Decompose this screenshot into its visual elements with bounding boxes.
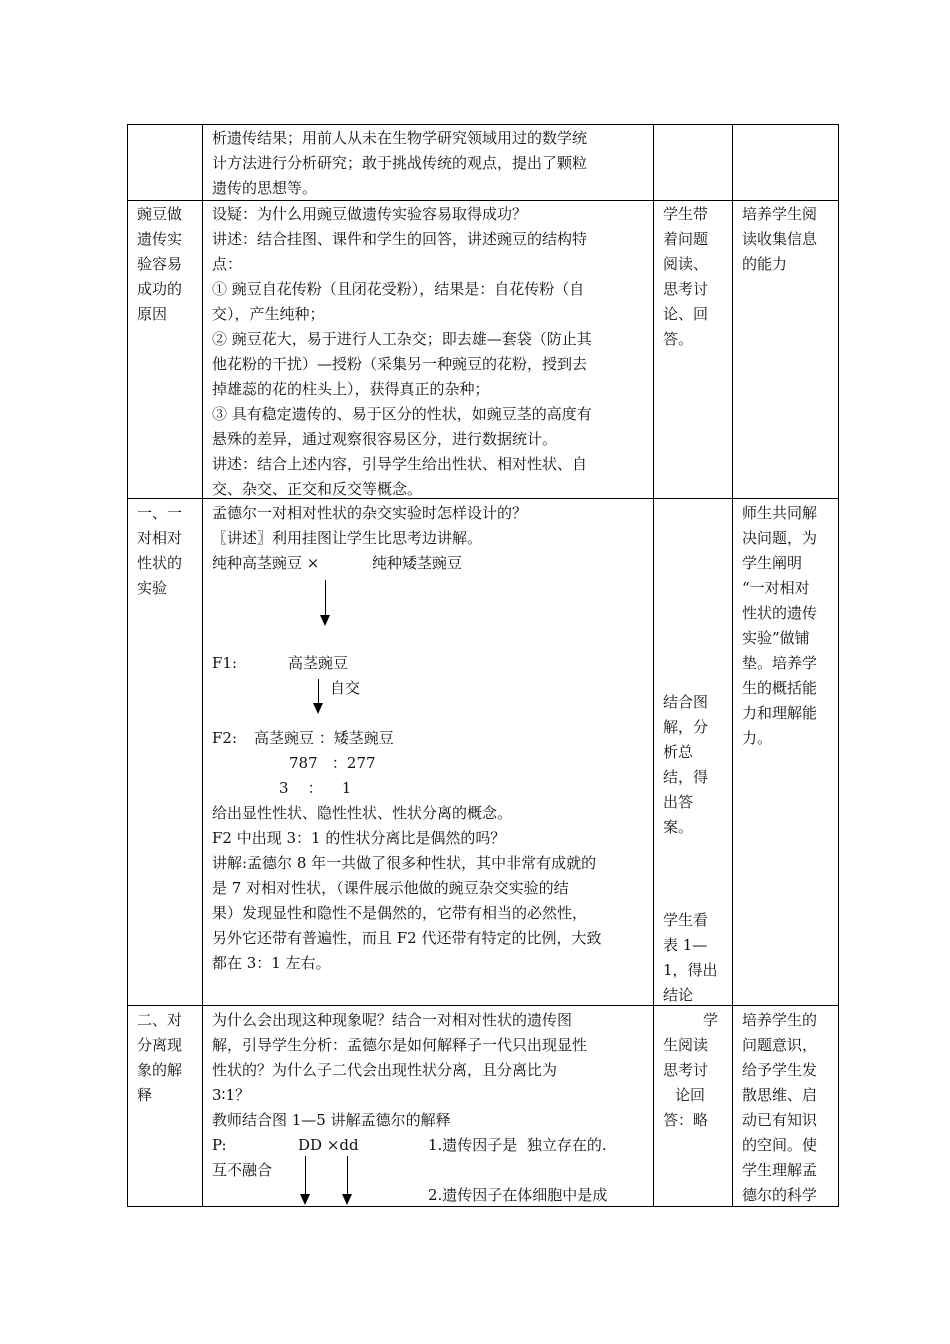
content-line: 悬殊的差异，通过观察很容易区分，进行数据统计。 [212,430,558,448]
gamete-arrow-1-shaft [305,1156,306,1196]
purpose-line: 培养学生阅 [742,205,818,223]
content-line: 他花粉的干扰）—授粉（采集另一种豌豆的花粉，授到去 [212,355,588,373]
content-line: ② 豌豆花大，易于进行人工杂交；即去雄—套袋（防止其 [212,330,592,348]
purpose-line: 垫。培养学 [742,654,818,672]
student-activity-line: 出答 [663,793,694,811]
content-line: ③ 具有稳定遗传的、易于区分的性状，如豌豆茎的高度有 [212,405,592,423]
student-activity-line: 答。 [663,330,694,348]
purpose-line: 读收集信息 [742,230,818,248]
purpose-line: 实验”做铺 [742,629,810,647]
content-line: F2 中出现 3：1 的性状分离比是偶然的吗？ [212,829,506,847]
cross-parent-1: 纯种高茎豌豆 × [212,554,320,572]
purpose-line: 的能力 [742,255,788,273]
f2-value: 高茎豌豆 ：矮茎豌豆 [254,729,394,747]
topic-line: 验容易 [137,255,183,273]
topic-line: 性状的 [137,554,183,572]
purpose-line: 力和理解能 [742,704,818,722]
purpose-line: 学生理解孟 [742,1161,818,1179]
gamete-arrow-2-shaft [347,1156,348,1196]
content-line: 另外它还带有普遍性，而且 F2 代还带有特定的比例，大致 [212,929,602,947]
content-line: ① 豌豆自花传粉（且闭花受粉），结果是：自花传粉（自 [212,280,585,298]
student-activity-line: 着问题 [663,230,709,248]
student-activity-line: 解，分 [663,718,709,736]
content-line: 点： [212,255,243,273]
cross-arrow-2-shaft [318,679,319,704]
content-line: 是 7 对相对性状，（课件展示他做的豌豆杂交实验的结 [212,879,569,897]
content-line: 孟德尔一对相对性状的杂交实验时怎样设计的？ [212,504,528,522]
purpose-line: 动已有知识 [742,1111,818,1129]
f1-label: F1: [212,654,238,672]
content-line: 交、杂交、正交和反交等概念。 [212,480,423,498]
f2-label: F2: [212,729,238,747]
cross-parent-2: 纯种矮茎豌豆 [372,554,463,572]
purpose-line: 生的概括能 [742,679,818,697]
student-activity-line: 案。 [663,818,694,836]
student-activity-line: 学 [703,1011,719,1029]
content-line: 果）发现显性和隐性不是偶然的，它带有相当的必然性， [212,904,588,922]
content-line: 讲解:孟德尔 8 年一共做了很多种性状，其中非常有成就的 [212,854,597,872]
purpose-line: 给予学生发 [742,1061,818,1079]
student-activity-line: 结，得 [663,768,709,786]
purpose-line: 德尔的科学 [742,1186,818,1204]
explanation-2: 2.遗传因子在体细胞中是成 [428,1186,608,1204]
content-line: 讲述：结合上述内容，引导学生给出性状、相对性状、自 [212,455,588,473]
content-line: 掉雄蕊的花的柱头上），获得真正的杂种； [212,380,490,398]
f2-counts: 787 ：277 [289,754,376,772]
purpose-line: 散思维、启 [742,1086,818,1104]
content-line: 计方法进行分析研究；敢于挑战传统的观点，提出了颗粒 [212,154,588,172]
p-cross: DD ×dd [298,1136,359,1154]
column-divider-1 [202,124,203,1207]
content-line: 交），产生纯种； [212,305,325,323]
content-line: 〖讲述〗利用挂图让学生比思考边讲解。 [212,529,483,547]
topic-line: 一、一 [137,504,183,522]
student-activity-line: 1，得出 [663,961,718,979]
student-activity-line: 阅读、 [663,255,709,273]
topic-line: 遗传实 [137,230,183,248]
f2-ratio: 3 ： 1 [279,779,352,797]
topic-line: 二、对 [137,1011,183,1029]
cross-arrow-1-shaft [325,580,326,617]
purpose-line: “一对相对 [742,579,810,597]
topic-line: 象的解 [137,1061,183,1079]
student-activity-line: 表 1— [663,936,708,954]
student-activity-line: 思考讨 [663,1061,709,1079]
cross-arrow-1-head [320,615,330,626]
purpose-line: 问题意识， [742,1036,818,1054]
content-line: 3∶1？ [212,1086,250,1104]
content-line: 解，引导学生分析：孟德尔是如何解释子一代只出现显性 [212,1036,588,1054]
content-line: 为什么会出现这种现象呢？结合一对相对性状的遗传图 [212,1011,573,1029]
gamete-arrow-1-head [300,1194,310,1205]
topic-line: 成功的 [137,280,183,298]
student-activity-line: 答：略 [663,1111,709,1129]
gamete-arrow-2-head [342,1194,352,1205]
student-activity-line: 结论 [663,986,694,1004]
table-left-border [127,124,128,1207]
student-activity-line: 论、回 [663,305,709,323]
content-line: 析遗传结果；用前人从未在生物学研究领域用过的数学统 [212,129,588,147]
content-line: 遗传的思想等。 [212,179,318,197]
topic-line: 原因 [137,305,168,323]
table-right-border [838,124,839,1207]
cross-arrow-2-head [313,703,323,714]
student-activity-line: 学生看 [663,911,709,929]
topic-line: 释 [137,1086,153,1104]
student-activity-line: 思考讨 [663,280,709,298]
student-activity-line: 生阅读 [663,1036,709,1054]
purpose-line: 培养学生的 [742,1011,818,1029]
column-divider-3 [732,124,733,1207]
f1-value: 高茎豌豆 [288,654,349,672]
student-activity-line: 析总 [663,743,694,761]
topic-line: 分离现 [137,1036,183,1054]
content-line: 设疑：为什么用豌豆做遗传实验容易取得成功？ [212,205,528,223]
selfing-label: 自交 [330,679,361,697]
content-line: 都在 3：1 左右。 [212,954,331,972]
topic-line: 对相对 [137,529,183,547]
student-activity-line: 结合图 [663,693,709,711]
purpose-line: 性状的遗传 [742,604,818,622]
purpose-line: 的空间。使 [742,1136,818,1154]
topic-line: 豌豆做 [137,205,183,223]
p-label: P: [212,1136,227,1154]
topic-line: 实验 [137,579,168,597]
purpose-line: 决问题，为 [742,529,818,547]
purpose-line: 学生阐明 [742,554,803,572]
student-activity-line: 学生带 [663,205,709,223]
content-line: 讲述：结合挂图、课件和学生的回答，讲述豌豆的结构特 [212,230,588,248]
content-line: 给出显性性状、隐性性状、性状分离的概念。 [212,804,513,822]
content-line: 教师结合图 1—5 讲解孟德尔的解释 [212,1111,451,1129]
explanation-1-cont: 互不融合 [212,1161,273,1179]
content-line: 性状的？为什么子二代会出现性状分离，且分离比为 [212,1061,558,1079]
purpose-line: 师生共同解 [742,504,818,522]
column-divider-2 [653,124,654,1207]
student-activity-line: 论回 [675,1086,706,1104]
purpose-line: 力。 [742,729,773,747]
explanation-1: 1.遗传因子是 独立存在的. [428,1136,607,1154]
